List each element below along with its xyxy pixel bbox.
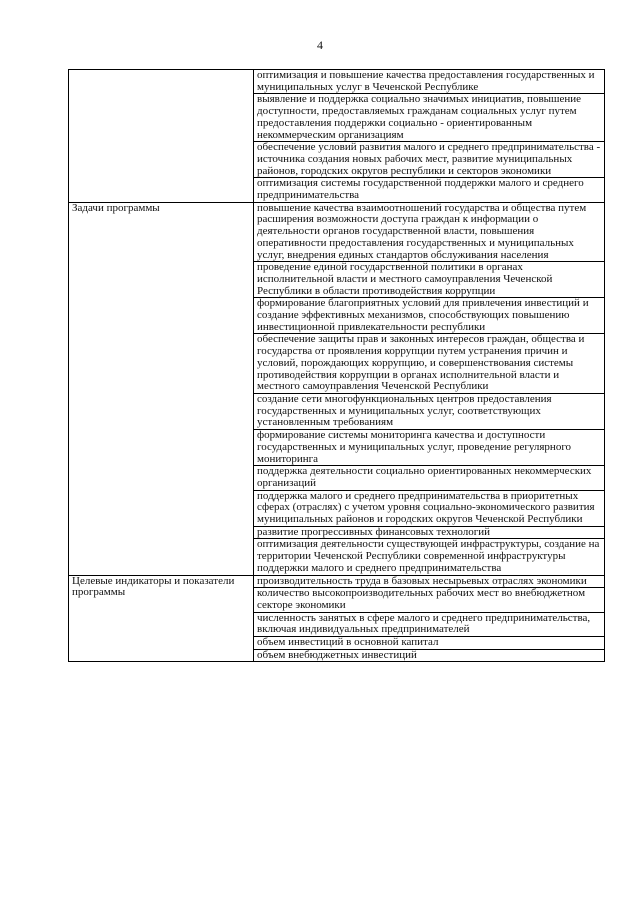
section-item: количество высокопроизводительных рабочих мест во внебюджетном секторе экономики <box>254 588 605 612</box>
section-item: оптимизация деятельности существующей инфраструктуры, создание на территории Чеченской Республики современной инфраструктуры поддержки малого и среднего предпринимательства <box>254 539 605 575</box>
section-item: развитие прогрессивных финансовых технологий <box>254 526 605 539</box>
table-row <box>69 575 605 588</box>
section-item: объем инвестиций в основной капитал <box>254 637 605 650</box>
table-row <box>69 70 605 94</box>
section-item: оптимизация системы государственной поддержки малого и среднего предпринимательства <box>254 178 605 202</box>
section-item: поддержка малого и среднего предпринимательства в приоритетных сферах (отраслях) с учетом уровня социально-экономического развития муниципальных районов и городских округов Чеченской Республики <box>254 490 605 526</box>
section-item: выявление и поддержка социально значимых инициатив, повышение доступности, предоставляемых гражданам социальных услуг путем предоставления поддержки социально - ориентированным некоммерческим организациям <box>254 94 605 142</box>
section-label <box>69 70 254 203</box>
section-label: Целевые индикаторы и показатели программы <box>69 575 254 662</box>
table-row <box>69 202 605 262</box>
section-label: Задачи программы <box>69 202 254 575</box>
section-item: проведение единой государственной политики в органах исполнительной власти и местного самоуправления Чеченской Республики в области противодействия коррупции <box>254 262 605 298</box>
section-item: обеспечение защиты прав и законных интересов граждан, общества и государства от проявления коррупции путем устранения причин и условий, порождающих коррупцию, и совершенствования системы противодействия коррупции в органах исполнительной власти и местного самоуправления Чеченской Республики <box>254 334 605 394</box>
section-item: поддержка деятельности социально ориентированных некоммерческих организаций <box>254 466 605 490</box>
section-item: создание сети многофункциональных центров предоставления государственных и муниципальных услуг, соответствующих установленным требованиям <box>254 393 605 429</box>
section-item: повышение качества взаимоотношений государства и общества путем расширения возможности доступа граждан к информации о деятельности органов государственной власти, повышения оперативности предоставления государственных и муниципальных услуг, внедрения единых стандартов обслуживания населения <box>254 202 605 262</box>
section-item: производительность труда в базовых несырьевых отраслях экономики <box>254 575 605 588</box>
section-item: численность занятых в сфере малого и среднего предпринимательства, включая индивидуальных предпринимателей <box>254 612 605 636</box>
page-number: 4 <box>317 38 323 52</box>
program-passport-table <box>68 69 605 662</box>
section-item: формирование благоприятных условий для привлечения инвестиций и создание эффективных механизмов, способствующих повышению инвестиционной привлекательности республики <box>254 298 605 334</box>
section-item: объем внебюджетных инвестиций <box>254 649 605 662</box>
section-item: формирование системы мониторинга качества и доступности государственных и муниципальных услуг, проведение регулярного мониторинга <box>254 430 605 466</box>
section-item: обеспечение условий развития малого и среднего предпринимательства - источника создания новых рабочих мест, развитие муниципальных районов, городских округов республики и секторов экономики <box>254 142 605 178</box>
section-item: оптимизация и повышение качества предоставления государственных и муниципальных услуг в Чеченской Республике <box>254 70 605 94</box>
